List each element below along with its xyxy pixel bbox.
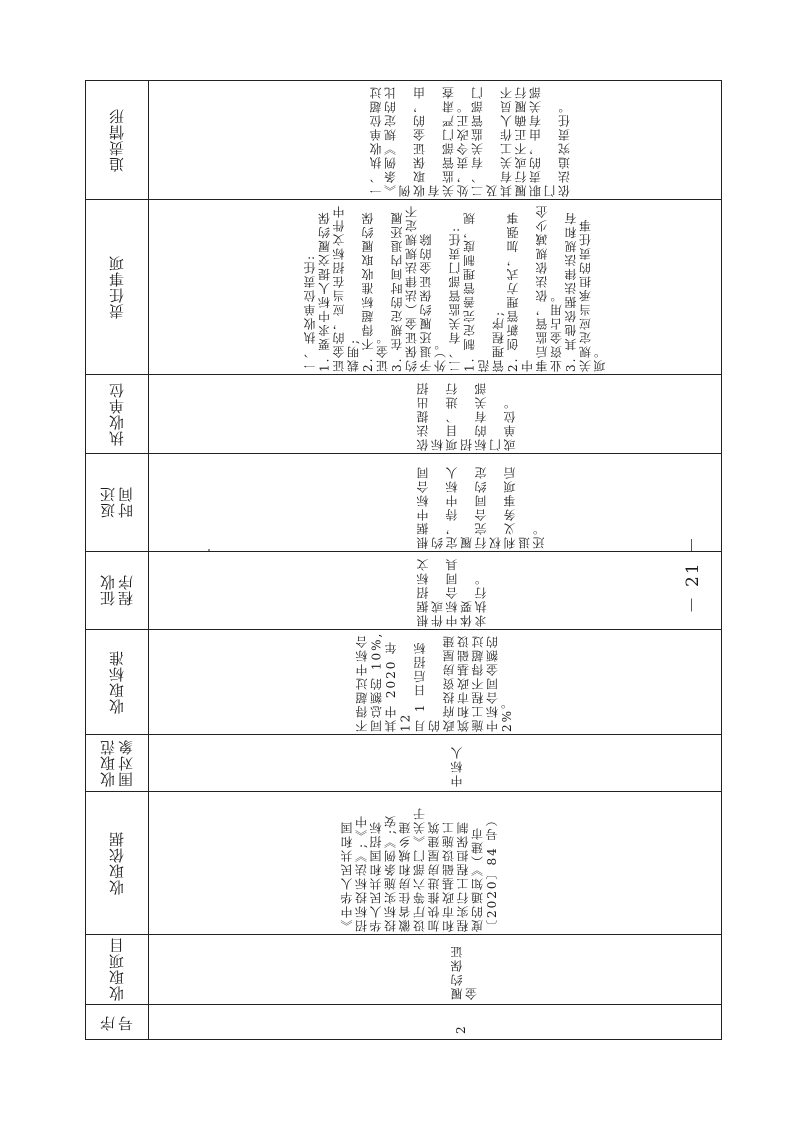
basis-cell bbox=[148, 791, 723, 934]
duties-cell bbox=[148, 199, 723, 374]
scope-cell bbox=[148, 734, 723, 791]
header-unit: 执收单位 bbox=[108, 381, 126, 446]
seq-cell bbox=[148, 1004, 723, 1041]
standard-cell bbox=[148, 629, 723, 734]
header-item: 收取项目 bbox=[108, 937, 126, 1001]
header-scope-cell bbox=[86, 734, 148, 791]
page-number: － 21 － bbox=[683, 535, 703, 614]
unit-text: 依法提出招标 项目、进行招 标的有关部门 或单位。 bbox=[416, 381, 517, 451]
header-duties: 责任事项 bbox=[108, 254, 126, 319]
header-seq: 序 号 bbox=[99, 1014, 135, 1031]
header-duties-cell bbox=[86, 199, 148, 374]
standard-text: 不得超过中标合 同总额的 10%, 其中 2020 年 12 月 1 日后招标的 政府投资房屋建 筑和市政基础设 施工程不得超过 中标合同金额的 2%。 bbox=[355, 631, 514, 732]
header-procedure: 征收 程序 bbox=[99, 574, 135, 606]
header-scope: 收取范 围对象 bbox=[99, 738, 135, 787]
seq-text: 2 bbox=[454, 1024, 468, 1034]
procedure-cell bbox=[148, 551, 723, 629]
header-accountability-cell bbox=[86, 81, 148, 199]
accountability-text: 一、执收单位超过 《条例》规定的比例 收取保证金的，由有 关监管部门严肃查 处，责令改正。 二、有关监管部门及 其有关工作人员不 履行或不正确履行 职责的，由有关部门 依法追究责任。 bbox=[369, 85, 572, 197]
header-basis: 收取依据 bbox=[108, 830, 126, 895]
header-return-time-cell bbox=[86, 453, 148, 551]
header-return-time: 返还 时间 bbox=[99, 486, 135, 518]
scope-text: 中标人 bbox=[450, 745, 464, 787]
header-basis-cell bbox=[86, 791, 148, 934]
header-accountability: 追责情形 bbox=[108, 108, 126, 172]
header-unit-cell bbox=[86, 374, 148, 453]
header-seq-cell bbox=[86, 1004, 148, 1041]
fee-table bbox=[85, 80, 722, 1040]
return-time-cell bbox=[148, 453, 723, 551]
item-text: 履约保证金 bbox=[450, 944, 479, 1000]
header-standard-cell bbox=[86, 629, 148, 734]
item-cell bbox=[148, 934, 723, 1004]
accountability-cell bbox=[148, 81, 723, 199]
procedure-text: 根据招标文件或 中标合同具体要 求执行。 bbox=[416, 557, 488, 627]
unit-cell bbox=[148, 374, 723, 453]
header-standard: 收取标准 bbox=[108, 649, 126, 714]
return-time-text: 根据中标合同约 定，待中标人履 行完合同约定权 利义务事项后退 还。 bbox=[416, 465, 546, 549]
basis-text: 《中华人民共和国 招标投标法》;《中 华人民共和国招标 投标实施条例》;安 徽省住房和城乡建 设厅等六部门《关于 加快推进房屋建筑 和市政基础设施工 程实行工程担保制 度的通知》（建市 〔2020〕84 号） bbox=[340, 806, 499, 932]
duties-text: 一、执收单位责任: 1. 要求中标人提交履约保 证金的，应当在招标文件中 载明; 2. 不得超标准收取履约保 证金。 3. 在规定的时间内退还履 约保证金（法律法规规定不 予退还履约保证金的除外）。 二、有关监管部门责任: 1. 制定完善管理制度，规范 管理程序; 2. 创新管理方式，加强事中 事后监管，依法依规减少企 业资金占用。 3. 其他依据法律法规和有 关规定应当承担的责任事 项。 bbox=[303, 204, 607, 372]
header-item-cell bbox=[86, 934, 148, 1004]
header-procedure-cell bbox=[86, 551, 148, 629]
